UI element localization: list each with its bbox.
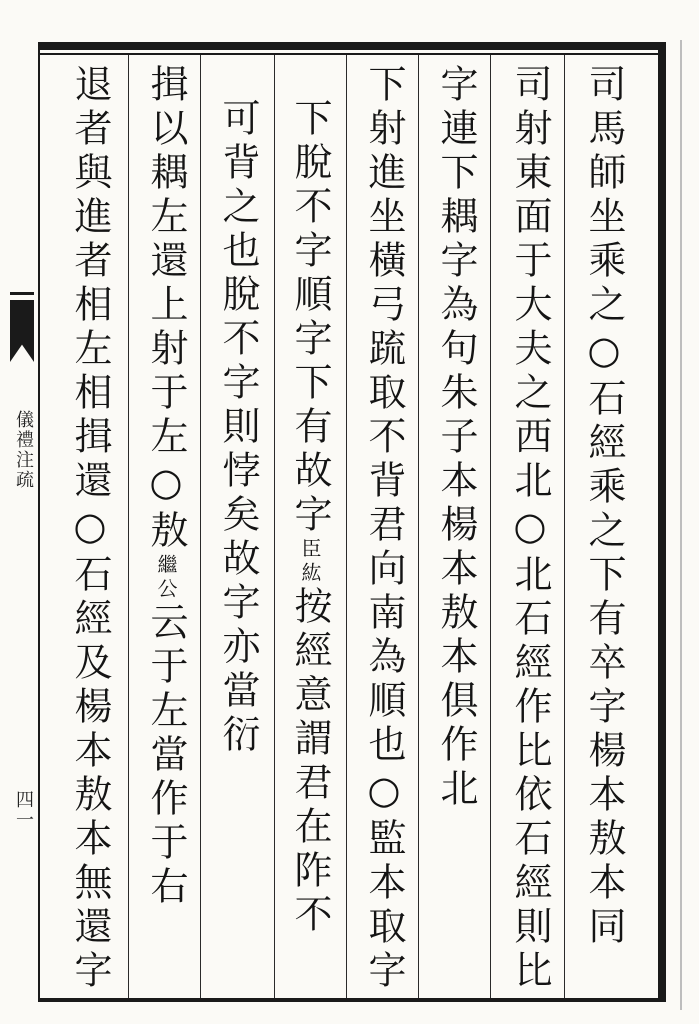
text-column-1: 司馬師坐乘之○石經乘之下有卒字楊本敖本同 — [582, 64, 626, 950]
column-rule — [346, 55, 347, 998]
column-rule — [200, 55, 201, 998]
frame-top-border — [38, 42, 666, 50]
frame-right-border — [658, 42, 666, 1002]
column-rule — [128, 55, 129, 998]
text-segment: 揖以耦左還上射于左○敖 — [144, 64, 188, 554]
text-column-2: 司射東面于大夫之西北○北石經作比依石經則比 — [508, 64, 552, 994]
column-rule — [274, 55, 275, 998]
text-column-7 — [146, 64, 186, 910]
fishtail-mark — [10, 300, 34, 362]
margin-page-number: 四一 — [13, 790, 34, 830]
column-rule — [564, 55, 565, 998]
text-segment: 云于左當作于右 — [144, 602, 188, 910]
frame-left-border — [38, 42, 40, 1002]
frame-top-inner-border — [38, 53, 666, 55]
text-segment: 按經意謂君在阼不 — [288, 586, 332, 938]
text-column-4: 下射進坐橫弓䟽取不背君向南為順也○監本取字 — [362, 64, 406, 994]
frame-bottom-border — [38, 998, 666, 1002]
text-column-8: 退者與進者相左相揖還○石經及楊本敖本無還字 — [68, 64, 112, 994]
margin-title: 儀禮注疏 — [13, 410, 34, 490]
column-rule — [490, 55, 491, 998]
annotator-name: 繼公 — [154, 554, 178, 602]
page-edge — [680, 40, 682, 1010]
text-segment: 下脫不字順字下有故字 — [288, 98, 332, 538]
fishtail-line — [10, 292, 34, 295]
annotator-name: 臣紘 — [298, 538, 322, 586]
text-column-3: 字連下耦字為句朱子本楊本敖本俱作北 — [434, 64, 478, 812]
text-column-5 — [290, 98, 330, 938]
column-rule — [418, 55, 419, 998]
text-column-6: 可背之也脫不字則悖矣故字亦當衍 — [216, 98, 260, 758]
